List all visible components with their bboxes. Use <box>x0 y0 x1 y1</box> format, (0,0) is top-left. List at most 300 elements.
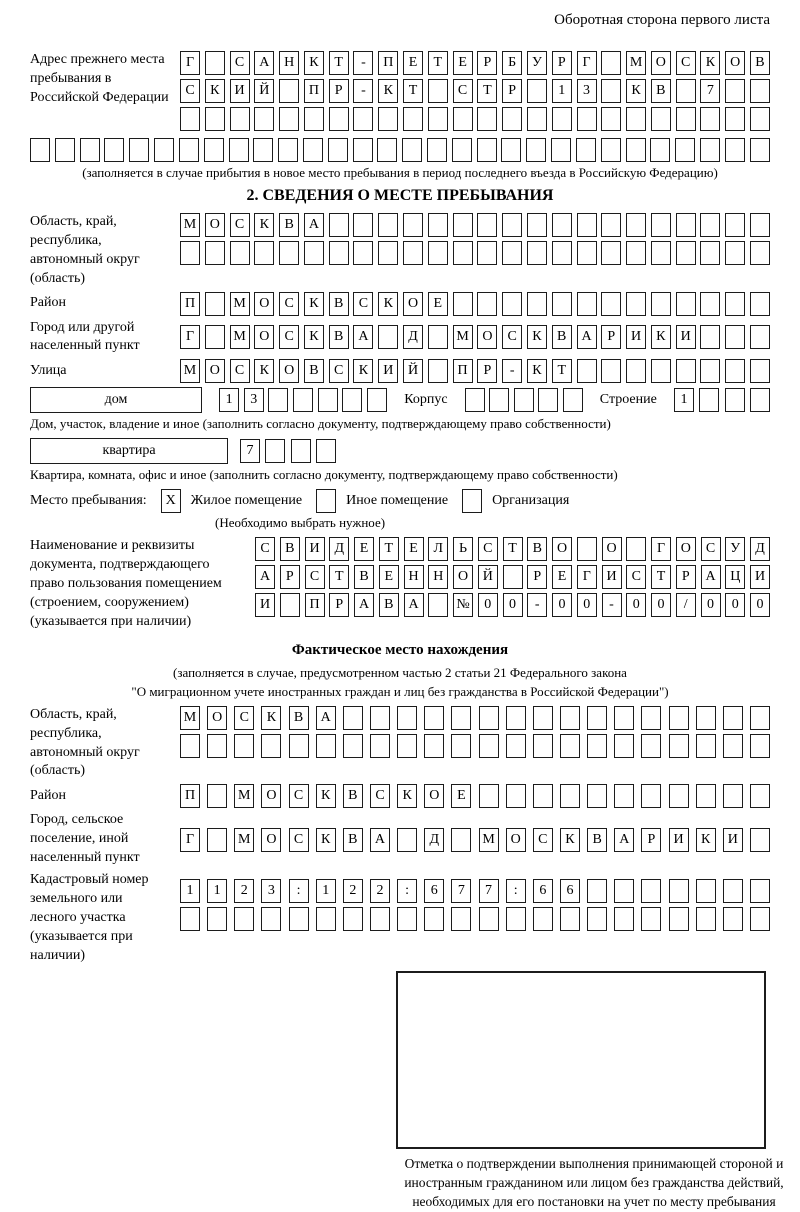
char-cell <box>503 565 523 589</box>
char-cell <box>205 107 225 131</box>
char-cell <box>750 241 770 265</box>
char-cell: С <box>234 706 254 730</box>
char-cell: Н <box>279 51 299 75</box>
char-cell: О <box>207 706 227 730</box>
char-cell <box>289 907 309 931</box>
char-cell <box>601 213 621 237</box>
char-cell <box>353 241 373 265</box>
char-cell: С <box>289 784 309 808</box>
char-cell <box>329 107 349 131</box>
char-row <box>30 138 770 162</box>
char-cell <box>626 359 646 383</box>
apartment-note: Квартира, комната, офис и иное (заполнить согласно документу, подтверждающему право собственности) <box>30 467 618 483</box>
char-cell: П <box>305 593 325 617</box>
char-cell <box>601 241 621 265</box>
char-cell: Т <box>503 537 523 561</box>
char-cell: Г <box>577 565 597 589</box>
char-cell <box>452 138 472 162</box>
char-cell: О <box>602 537 622 561</box>
char-cell <box>533 734 553 758</box>
korpus-label: Корпус <box>404 392 448 408</box>
char-cell: И <box>255 593 275 617</box>
actual-city-label: Город, сельское поселение, иной населенный пункт <box>30 812 140 866</box>
char-cell <box>279 107 299 131</box>
char-cell <box>428 359 448 383</box>
char-row <box>180 292 770 316</box>
char-cell <box>479 706 499 730</box>
char-cell <box>278 138 298 162</box>
char-cell: О <box>725 51 745 75</box>
char-cell: К <box>261 706 281 730</box>
char-cell: А <box>304 213 324 237</box>
char-cell: П <box>378 51 398 75</box>
char-cell <box>700 107 720 131</box>
char-cell: С <box>453 79 473 103</box>
house-box-label: дом <box>30 387 202 413</box>
char-cell <box>641 734 661 758</box>
char-cell <box>397 734 417 758</box>
char-cell: Р <box>601 325 621 349</box>
char-cell: И <box>305 537 325 561</box>
stamp-box <box>396 971 766 1149</box>
char-cell: М <box>626 51 646 75</box>
char-cell: С <box>255 537 275 561</box>
char-cell: 0 <box>725 593 745 617</box>
char-cell: - <box>602 593 622 617</box>
char-cell: И <box>669 828 689 852</box>
char-cell <box>180 241 200 265</box>
char-cell: Е <box>354 537 374 561</box>
char-cell: Н <box>404 565 424 589</box>
char-cell: Т <box>428 51 448 75</box>
char-cell: В <box>354 565 374 589</box>
char-cell: С <box>230 51 250 75</box>
char-cell <box>577 292 597 316</box>
char-cell <box>527 292 547 316</box>
char-cell: М <box>234 828 254 852</box>
char-cell <box>750 213 770 237</box>
char-cell: Е <box>379 565 399 589</box>
char-cell <box>428 325 448 349</box>
city-block <box>30 319 770 357</box>
char-cell: В <box>343 828 363 852</box>
char-cell <box>650 138 670 162</box>
char-cell <box>428 213 448 237</box>
char-cell: 6 <box>533 879 553 903</box>
char-cell: 1 <box>674 388 694 412</box>
char-cell <box>533 706 553 730</box>
char-cell <box>576 138 596 162</box>
char-cell <box>506 907 526 931</box>
char-cell <box>342 388 362 412</box>
char-cell: : <box>506 879 526 903</box>
char-cell <box>651 107 671 131</box>
char-cell <box>506 706 526 730</box>
house-note: Дом, участок, владение и иное (заполнить согласно документу, подтверждающему право собственности) <box>30 416 611 432</box>
char-cell: С <box>289 828 309 852</box>
char-cell <box>700 359 720 383</box>
char-cell <box>587 706 607 730</box>
char-cell: И <box>750 565 770 589</box>
char-cell <box>370 907 390 931</box>
char-cell <box>614 879 634 903</box>
char-row <box>240 439 336 463</box>
char-cell <box>669 784 689 808</box>
char-cell <box>254 107 274 131</box>
char-cell: Т <box>552 359 572 383</box>
char-cell <box>700 325 720 349</box>
char-cell <box>289 734 309 758</box>
char-cell <box>601 292 621 316</box>
char-cell: 7 <box>451 879 471 903</box>
char-cell <box>560 907 580 931</box>
char-cell: Р <box>641 828 661 852</box>
char-cell <box>403 107 423 131</box>
char-row <box>219 388 387 412</box>
char-cell <box>527 241 547 265</box>
district-label: Район <box>30 295 66 311</box>
actual-region-label: Область, край, республика, автономный округ (область) <box>30 706 140 779</box>
char-cell <box>626 292 646 316</box>
char-cell: Е <box>453 51 473 75</box>
char-cell <box>560 734 580 758</box>
char-cell <box>506 734 526 758</box>
char-cell <box>180 734 200 758</box>
char-cell: 3 <box>577 79 597 103</box>
char-cell: Т <box>477 79 497 103</box>
char-cell <box>179 138 199 162</box>
char-cell: А <box>370 828 390 852</box>
char-cell: О <box>205 359 225 383</box>
char-cell: О <box>261 784 281 808</box>
char-cell <box>577 107 597 131</box>
char-cell: Т <box>329 51 349 75</box>
char-cell: К <box>254 359 274 383</box>
char-cell: - <box>353 79 373 103</box>
char-cell <box>676 292 696 316</box>
char-cell: Т <box>329 565 349 589</box>
char-cell <box>669 907 689 931</box>
char-cell: И <box>626 325 646 349</box>
char-cell <box>291 439 311 463</box>
char-cell <box>723 907 743 931</box>
char-cell: В <box>527 537 547 561</box>
char-cell: К <box>304 325 324 349</box>
char-cell: 6 <box>424 879 444 903</box>
char-cell <box>230 107 250 131</box>
actual-city-block <box>30 811 770 868</box>
char-cell <box>234 734 254 758</box>
char-row <box>180 907 770 931</box>
char-cell <box>479 784 499 808</box>
char-cell <box>367 388 387 412</box>
char-cell <box>424 907 444 931</box>
char-cell: К <box>378 79 398 103</box>
char-cell: О <box>261 828 281 852</box>
actual-location-note-2: "О миграционном учете иностранных граждан и лиц без гражданства в Российской Федерации") <box>131 683 669 699</box>
char-cell <box>587 879 607 903</box>
char-cell <box>353 138 373 162</box>
char-cell: О <box>552 537 572 561</box>
char-cell <box>651 213 671 237</box>
char-cell <box>207 784 227 808</box>
char-cell <box>723 879 743 903</box>
char-cell: Р <box>477 51 497 75</box>
char-cell <box>587 784 607 808</box>
char-cell: Ц <box>725 565 745 589</box>
char-cell <box>696 879 716 903</box>
char-cell: 2 <box>370 879 390 903</box>
char-cell <box>676 79 696 103</box>
page-corner-note: Оборотная сторона первого листа <box>554 12 770 28</box>
char-cell: 0 <box>701 593 721 617</box>
char-cell <box>669 706 689 730</box>
char-cell: 7 <box>700 79 720 103</box>
char-cell <box>700 292 720 316</box>
char-cell <box>303 138 323 162</box>
char-cell: № <box>453 593 473 617</box>
char-cell <box>234 907 254 931</box>
char-cell: Р <box>527 565 547 589</box>
char-cell <box>477 241 497 265</box>
char-cell <box>750 388 770 412</box>
char-cell: - <box>527 593 547 617</box>
char-cell <box>506 784 526 808</box>
char-cell <box>316 907 336 931</box>
char-cell: 0 <box>577 593 597 617</box>
stamp-caption: Отметка о подтверждении выполнения принимающей стороной и иностранным гражданином или лицом без гражданства действий, необходимых для его постановки на учет по месту пребывания <box>404 1156 784 1210</box>
char-cell <box>129 138 149 162</box>
char-row <box>180 828 770 852</box>
char-cell <box>378 241 398 265</box>
char-cell <box>427 138 447 162</box>
char-cell <box>253 138 273 162</box>
char-cell: С <box>353 292 373 316</box>
char-cell <box>651 292 671 316</box>
char-cell <box>329 241 349 265</box>
char-cell <box>614 784 634 808</box>
char-cell <box>641 907 661 931</box>
char-row <box>180 706 770 730</box>
char-cell: К <box>304 292 324 316</box>
apartment-row <box>30 438 770 464</box>
char-cell <box>329 213 349 237</box>
char-cell <box>601 79 621 103</box>
char-cell: Ь <box>453 537 473 561</box>
char-cell <box>601 138 621 162</box>
char-cell: 1 <box>552 79 572 103</box>
char-cell <box>676 359 696 383</box>
char-cell: Г <box>180 325 200 349</box>
char-cell: О <box>506 828 526 852</box>
char-cell: С <box>370 784 390 808</box>
char-cell <box>489 388 509 412</box>
char-cell: Т <box>651 565 671 589</box>
char-cell <box>552 107 572 131</box>
char-row <box>180 79 770 103</box>
char-cell <box>750 138 770 162</box>
char-cell: 1 <box>316 879 336 903</box>
char-cell <box>750 828 770 852</box>
char-cell <box>55 138 75 162</box>
char-cell <box>207 828 227 852</box>
char-cell: В <box>750 51 770 75</box>
char-cell: О <box>205 213 225 237</box>
actual-district-block <box>30 784 770 808</box>
char-cell <box>479 734 499 758</box>
char-cell: Е <box>404 537 424 561</box>
char-cell: К <box>527 325 547 349</box>
char-cell: 0 <box>750 593 770 617</box>
char-cell: Й <box>478 565 498 589</box>
char-cell <box>651 241 671 265</box>
char-cell <box>80 138 100 162</box>
char-cell <box>328 138 348 162</box>
char-cell: С <box>676 51 696 75</box>
char-cell: В <box>304 359 324 383</box>
char-row <box>255 537 770 561</box>
char-cell <box>268 388 288 412</box>
char-cell: В <box>552 325 572 349</box>
char-cell: Т <box>403 79 423 103</box>
char-cell: Р <box>502 79 522 103</box>
char-cell: К <box>397 784 417 808</box>
char-cell <box>577 213 597 237</box>
char-cell <box>725 388 745 412</box>
char-cell <box>378 325 398 349</box>
char-cell: 0 <box>503 593 523 617</box>
char-cell <box>502 292 522 316</box>
char-cell <box>601 51 621 75</box>
char-cell <box>397 907 417 931</box>
char-cell <box>527 107 547 131</box>
document-label: Наименование и реквизиты документа, подтверждающего право пользования помещением (строением, сооружением) (указывается при наличии) <box>30 538 222 629</box>
char-cell <box>725 359 745 383</box>
char-cell <box>723 706 743 730</box>
char-cell <box>676 107 696 131</box>
char-cell: П <box>304 79 324 103</box>
char-cell: О <box>254 292 274 316</box>
char-cell <box>378 213 398 237</box>
char-cell: С <box>329 359 349 383</box>
char-cell <box>180 907 200 931</box>
char-cell: У <box>527 51 547 75</box>
char-cell: Р <box>329 79 349 103</box>
char-cell <box>378 107 398 131</box>
cadastral-label: Кадастровый номер земельного или лесного участка (указывается при наличии) <box>30 872 149 963</box>
char-cell <box>204 138 224 162</box>
char-cell <box>725 138 745 162</box>
char-cell <box>563 388 583 412</box>
char-cell <box>304 107 324 131</box>
char-cell <box>402 138 422 162</box>
char-cell <box>428 593 448 617</box>
char-cell <box>353 107 373 131</box>
char-cell <box>750 79 770 103</box>
char-cell: К <box>696 828 716 852</box>
char-cell: С <box>502 325 522 349</box>
residential-label: Жилое помещение <box>190 493 303 509</box>
char-cell <box>725 292 745 316</box>
char-cell <box>104 138 124 162</box>
char-cell <box>750 879 770 903</box>
char-cell: К <box>560 828 580 852</box>
char-cell <box>552 292 572 316</box>
char-cell <box>502 241 522 265</box>
char-cell <box>750 706 770 730</box>
char-cell: А <box>614 828 634 852</box>
char-cell: А <box>577 325 597 349</box>
char-cell: Д <box>750 537 770 561</box>
char-row <box>180 359 770 383</box>
char-cell <box>641 706 661 730</box>
char-cell <box>533 784 553 808</box>
char-cell: М <box>180 213 200 237</box>
char-cell <box>377 138 397 162</box>
street-label: Улица <box>30 362 67 378</box>
char-cell: С <box>701 537 721 561</box>
char-cell <box>477 138 497 162</box>
prev-address-label: Адрес прежнего места пребывания в Российской Федерации <box>30 52 169 105</box>
region-label: Область, край, республика, автономный округ (область) <box>30 214 140 286</box>
house-row <box>30 387 770 413</box>
char-cell: А <box>404 593 424 617</box>
char-cell: К <box>205 79 225 103</box>
section-2-title: 2. СВЕДЕНИЯ О МЕСТЕ ПРЕБЫВАНИЯ <box>246 187 554 204</box>
char-row <box>255 593 770 617</box>
char-cell: Р <box>477 359 497 383</box>
char-cell: К <box>316 784 336 808</box>
char-cell <box>343 734 363 758</box>
char-cell <box>587 734 607 758</box>
char-cell: К <box>254 213 274 237</box>
char-cell: К <box>527 359 547 383</box>
char-cell <box>577 359 597 383</box>
char-cell <box>428 79 448 103</box>
char-cell <box>641 784 661 808</box>
char-cell <box>424 734 444 758</box>
stamp-area <box>388 971 800 1212</box>
char-cell <box>560 706 580 730</box>
char-cell <box>700 241 720 265</box>
char-cell <box>626 213 646 237</box>
char-cell: О <box>254 325 274 349</box>
other-premises-label: Иное помещение <box>346 493 449 509</box>
char-cell <box>451 706 471 730</box>
char-cell: Т <box>379 537 399 561</box>
char-cell <box>343 706 363 730</box>
char-cell: 0 <box>478 593 498 617</box>
stroenie-label: Строение <box>599 392 657 408</box>
char-row <box>180 784 770 808</box>
char-row <box>180 213 770 237</box>
char-cell <box>370 734 390 758</box>
char-cell <box>750 325 770 349</box>
char-cell: К <box>626 79 646 103</box>
char-cell: М <box>180 359 200 383</box>
char-cell: М <box>234 784 254 808</box>
char-cell: С <box>305 565 325 589</box>
char-cell <box>723 734 743 758</box>
char-cell <box>451 734 471 758</box>
char-cell <box>428 241 448 265</box>
char-cell <box>205 51 225 75</box>
char-cell <box>696 784 716 808</box>
char-cell <box>651 359 671 383</box>
char-cell <box>479 907 499 931</box>
char-cell: Е <box>451 784 471 808</box>
char-cell <box>477 107 497 131</box>
